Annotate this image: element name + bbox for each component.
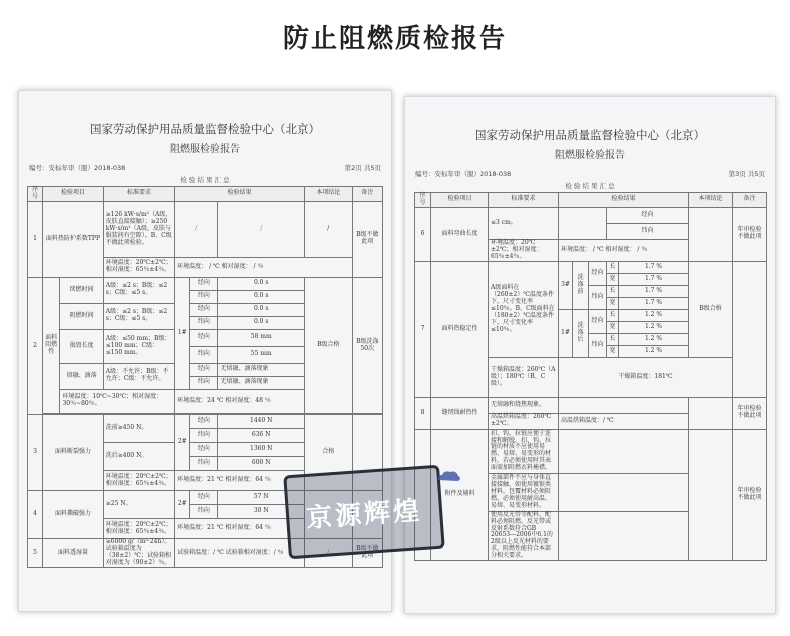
sub-afterglow: 阴燃时间 bbox=[60, 303, 103, 329]
req-bending: ≤3 cm。 bbox=[489, 207, 559, 239]
row-no: 5 bbox=[28, 539, 43, 568]
dir-weft: 纬向 bbox=[190, 505, 218, 519]
watermark-stamp bbox=[283, 465, 444, 560]
req-tensile-before: 洗前≥450 N。 bbox=[103, 415, 174, 443]
req-melt: A级：不允许；B级：不允许；C级：不允许。 bbox=[103, 363, 174, 389]
item-flame: 面料阻燃性 bbox=[43, 277, 60, 414]
item-tpp: 面料热防护系数TPP bbox=[43, 201, 104, 277]
col-result: 检验结果 bbox=[559, 193, 689, 208]
val: 1.2 % bbox=[619, 345, 689, 357]
concl-flame: B级合格 bbox=[305, 277, 353, 414]
req-acc-2: 金属部件不应与身体直接接触，如使用镀银类材料，包覆材料必须阻燃，必须使用耐高温、易熔、易变形材料。 bbox=[489, 473, 559, 511]
result-tpp: / bbox=[175, 201, 218, 257]
item-bending: 面料弯曲长度 bbox=[431, 207, 489, 261]
page-number: 第3页 共5页 bbox=[728, 170, 765, 178]
dir-weft: 纬向 bbox=[607, 223, 689, 239]
report-org: 国家劳动保护用品质量监督检验中心（北京） bbox=[475, 128, 705, 142]
report-subtitle: 阻燃服检验报告 bbox=[555, 150, 625, 161]
env-res-thread: 高温烘箱温度：/ ℃ bbox=[559, 413, 689, 429]
sample-1: 1# bbox=[175, 277, 190, 389]
row-no: 7 bbox=[415, 261, 431, 397]
val: 无熔融、滴落现象 bbox=[218, 376, 305, 389]
item-thermal: 面料热稳定性 bbox=[431, 261, 489, 397]
col-item: 检验项目 bbox=[43, 187, 104, 202]
env-req-tear: 环境温度：20℃±2℃；相对湿度：65％±4％。 bbox=[103, 519, 174, 539]
dir-weft: 纬向 bbox=[589, 285, 607, 309]
sub-afterflame: 续燃时间 bbox=[60, 277, 103, 303]
val: 1440 N bbox=[218, 415, 305, 429]
dim-long: 长 bbox=[607, 285, 619, 297]
col-concl: 本项结论 bbox=[689, 193, 733, 208]
item-thread: 缝纫线耐热性 bbox=[431, 397, 489, 429]
report-page-3 bbox=[404, 96, 776, 614]
val: 0.0 s bbox=[218, 290, 305, 303]
concl-mvtr: / bbox=[305, 539, 353, 568]
concl-tensile: 合格 bbox=[305, 415, 353, 491]
val: 0.0 s bbox=[218, 277, 305, 290]
dir-warp: 经向 bbox=[589, 309, 607, 333]
dir-warp: 经向 bbox=[190, 491, 218, 505]
val: 600 N bbox=[218, 457, 305, 471]
item-tensile: 面料断裂强力 bbox=[43, 415, 104, 491]
note-tpp: B级不做此项 bbox=[352, 201, 382, 277]
col-no: 序号 bbox=[415, 193, 431, 208]
env-res-tensile: 环境温度：21 ℃ 相对湿度：64 ％ bbox=[175, 471, 305, 491]
note-flame: B级洗涤50次 bbox=[352, 277, 382, 414]
val: 1.2 % bbox=[619, 309, 689, 321]
dir-warp: 经向 bbox=[190, 303, 218, 316]
env-req-tpp: 环境温度：20℃±2℃；相对湿度：65％±4％。 bbox=[103, 257, 174, 277]
dim-long: 长 bbox=[607, 309, 619, 321]
col-note: 备注 bbox=[733, 193, 767, 208]
val: 636 N bbox=[218, 429, 305, 443]
col-no: 序号 bbox=[28, 187, 43, 202]
summary-heading: 检 验 结 果 汇 总 bbox=[180, 176, 230, 184]
val: 30 N bbox=[218, 505, 305, 519]
req-thread: 无熔融和烧焦现象。 bbox=[489, 397, 559, 413]
dim-wide: 宽 bbox=[607, 297, 619, 309]
val: 57 N bbox=[218, 491, 305, 505]
item-accessories: 附件及辅料 bbox=[431, 429, 489, 560]
results-table bbox=[414, 192, 767, 561]
row-no: 6 bbox=[415, 207, 431, 261]
val: 1.7 % bbox=[619, 273, 689, 285]
env-req-thermal: 干燥箱温度：260℃（A级）；180℃（B、C级）。 bbox=[489, 357, 559, 397]
dim-wide: 宽 bbox=[607, 273, 619, 285]
dir-warp: 经向 bbox=[190, 415, 218, 429]
req-afterglow: A级：≤2 s；B级：≤2 s；C级：≤5 s。 bbox=[103, 303, 174, 329]
env-req-bending: 环境温度：20℃±2℃；相对湿度：65％±4％。 bbox=[489, 239, 559, 261]
col-concl: 本项结论 bbox=[305, 187, 353, 202]
cloud-icon bbox=[434, 468, 462, 484]
val: 1.2 % bbox=[619, 333, 689, 345]
sample-2: 2# bbox=[175, 491, 190, 519]
val: 1.2 % bbox=[619, 321, 689, 333]
wash-after: 洗涤后 bbox=[573, 309, 589, 357]
sample-1: 1# bbox=[559, 309, 573, 357]
report-number: 编号：安标年审（服）2018-038 bbox=[29, 164, 126, 172]
env-res-tear: 环境温度：21 ℃ 相对湿度：64 ％ bbox=[175, 519, 305, 539]
dir-weft: 纬向 bbox=[190, 346, 218, 363]
sub-melt: 熔融、滴落 bbox=[60, 363, 103, 389]
page-title: 防止阻燃质检报告 bbox=[282, 24, 507, 54]
col-req: 标准要求 bbox=[103, 187, 174, 202]
report-org: 国家劳动保护用品质量监督检验中心（北京） bbox=[90, 122, 320, 136]
val: 无熔融、滴落现象 bbox=[218, 363, 305, 376]
summary-heading: 检 验 结 果 汇 总 bbox=[565, 182, 615, 190]
req-acc-1: 扣、钩、拉链应便于连接和解脱，扣、钩、拉链的材质不应使用易燃、易熔、易变形的材料，若必须使用时其表面需加阻燃衣料掩襟。 bbox=[489, 429, 559, 473]
concl-thermal: B级合格 bbox=[689, 261, 733, 357]
env-res-mvtr: 试验箱温度：/ ℃ 试验箱相对湿度：/ ％ bbox=[175, 539, 305, 568]
val: 0.0 s bbox=[218, 303, 305, 316]
req-thermal: A级面料在（260±2）℃温度条件下，尺寸变化率≤10％。B、C级面料在（180±2）℃温度条件下，尺寸变化率≤10％。 bbox=[489, 261, 559, 357]
note-mvtr: B级不做此项 bbox=[352, 539, 382, 568]
val: 1.7 % bbox=[619, 261, 689, 273]
stamp-text: 京源辉煌 bbox=[305, 495, 424, 534]
dir-warp: 经向 bbox=[589, 261, 607, 285]
req-tpp: ≥126 kW·s/m²（A级，皮肤直接接触）；≥250 kW·s/m²（A级，皮肤与服装间有空隙）。B、C级不做此项检验。 bbox=[103, 201, 174, 257]
note-accessories: 年审检验不做此项 bbox=[733, 429, 767, 560]
note-bending: 年审检验不做此项 bbox=[733, 207, 767, 261]
wash-before: 洗涤前 bbox=[573, 261, 589, 309]
row-no: 4 bbox=[28, 491, 43, 539]
dir-weft: 纬向 bbox=[190, 429, 218, 443]
req-afterflame: A级：≤2 s；B级：≤2 s；C级：≤5 s。 bbox=[103, 277, 174, 303]
dir-warp: 经向 bbox=[190, 443, 218, 457]
val: 55 mm bbox=[218, 346, 305, 363]
col-item: 检验项目 bbox=[431, 193, 489, 208]
val: 0.0 s bbox=[218, 316, 305, 329]
sub-damage: 损毁长度 bbox=[60, 329, 103, 363]
env-req-tensile: 环境温度：20℃±2℃；相对湿度：65％±4％。 bbox=[103, 471, 174, 491]
row-no: 2 bbox=[28, 277, 43, 415]
dir-weft: 纬向 bbox=[190, 290, 218, 303]
dir-weft: 纬向 bbox=[190, 316, 218, 329]
req-acc-3: 使用反光带等配料，配料必须阻燃。反光带或反射系数符合GB 20653—2006中6.1的2级以上反光材料的要求，阻燃性能符合本部分相关要求。 bbox=[489, 511, 559, 560]
dir-weft: 纬向 bbox=[589, 333, 607, 357]
item-mvtr: 面料透湿量 bbox=[43, 539, 104, 568]
page-number: 第2页 共5页 bbox=[344, 164, 381, 172]
dir-weft: 纬向 bbox=[190, 376, 218, 389]
dim-wide: 宽 bbox=[607, 321, 619, 333]
val: 1360 N bbox=[218, 443, 305, 457]
env-res-bending: 环境温度： / ℃ 相对湿度： / ％ bbox=[559, 239, 689, 261]
env-req-thread: 高温烘箱温度：260℃±2℃。 bbox=[489, 413, 559, 429]
report-number: 编号：安标年审（服）2018-038 bbox=[415, 170, 512, 178]
val: 58 mm bbox=[218, 329, 305, 346]
col-req: 标准要求 bbox=[489, 193, 559, 208]
row-no: 1 bbox=[28, 201, 43, 277]
env-res-tpp: 环境温度： / ℃ 相对湿度： / ％ bbox=[175, 257, 352, 277]
val: 1.7 % bbox=[619, 285, 689, 297]
row-no: 8 bbox=[415, 397, 431, 429]
col-result: 检验结果 bbox=[175, 187, 305, 202]
sample-2: 2# bbox=[175, 415, 190, 471]
req-mvtr: ≥6000 g/（m²·24h）。试验箱温度为（38±2）℃；试验箱相对湿度为（90±2）％。 bbox=[103, 539, 174, 568]
dir-warp: 经向 bbox=[190, 329, 218, 346]
dim-long: 长 bbox=[607, 333, 619, 345]
report-subtitle: 阻燃服检验报告 bbox=[170, 144, 240, 155]
env-res-thermal: 干燥箱温度：181℃ bbox=[559, 357, 733, 397]
req-tensile-after: 洗后≥400 N。 bbox=[103, 443, 174, 471]
item-tear: 面料撕破强力 bbox=[43, 491, 104, 539]
row-no: 3 bbox=[28, 415, 43, 491]
dim-long: 长 bbox=[607, 261, 619, 273]
dim-wide: 宽 bbox=[607, 345, 619, 357]
dir-warp: 经向 bbox=[190, 277, 218, 290]
val: 1.7 % bbox=[619, 297, 689, 309]
note-thread: 年审检验不做此项 bbox=[733, 397, 767, 429]
col-note: 备注 bbox=[352, 187, 382, 202]
concl-tpp: / bbox=[305, 201, 353, 257]
dir-weft: 纬向 bbox=[190, 457, 218, 471]
env-res-flame: 环境温度：24 ℃ 相对湿度：48 ％ bbox=[175, 389, 305, 413]
sample-3: 3# bbox=[559, 261, 573, 309]
dir-warp: 经向 bbox=[190, 363, 218, 376]
env-req-flame: 环境温度：10℃~30℃；相对湿度：30％~80％。 bbox=[60, 389, 175, 413]
result-tpp-2: / bbox=[218, 201, 305, 257]
dir-warp: 经向 bbox=[607, 207, 689, 223]
req-damage: A级：≤50 mm；B级：≤100 mm；C级：≤150 mm。 bbox=[103, 329, 174, 363]
req-tear: ≥25 N。 bbox=[103, 491, 174, 519]
